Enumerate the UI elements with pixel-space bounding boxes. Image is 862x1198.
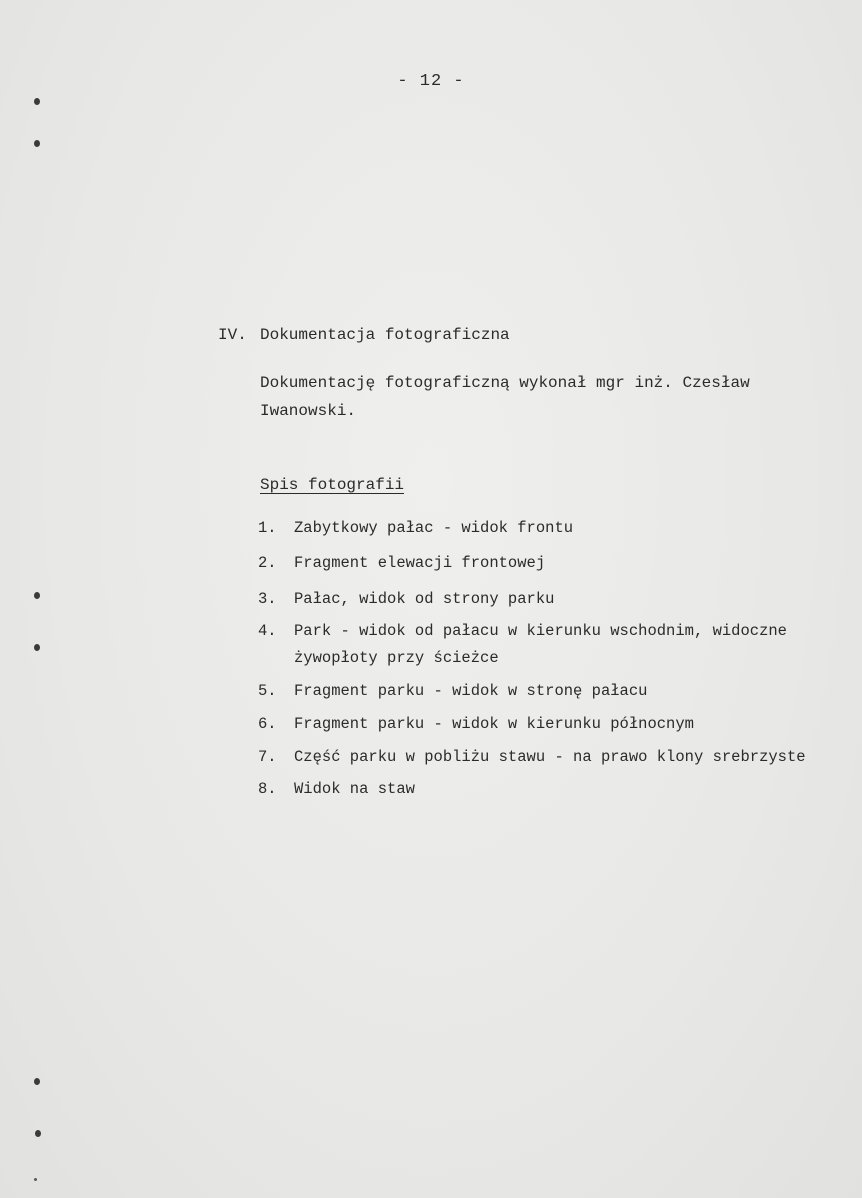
photo-list-title: Spis fotografii: [260, 476, 405, 494]
list-item-text: Widok na staw: [294, 780, 415, 798]
list-item-number: 1.: [258, 519, 277, 537]
list-item: [258, 550, 818, 577]
punch-hole-mark: [34, 1078, 40, 1085]
list-item: [258, 586, 818, 613]
list-item-text: Zabytkowy pałac - widok frontu: [294, 519, 574, 537]
list-item: [258, 744, 818, 771]
list-item-number: 7.: [258, 748, 277, 766]
list-item: [258, 776, 818, 803]
paper-speck: [34, 1178, 37, 1181]
list-item-number: 2.: [258, 554, 277, 572]
list-item-text: Fragment elewacji frontowej: [294, 554, 546, 572]
list-item-number: 4.: [258, 622, 277, 640]
punch-hole-mark: [35, 1130, 41, 1137]
list-item-number: 5.: [258, 682, 277, 700]
punch-hole-mark: [34, 644, 40, 651]
punch-hole-mark: [34, 140, 40, 147]
punch-hole-mark: [34, 592, 40, 599]
list-item-text: Pałac, widok od strony parku: [294, 590, 555, 608]
section-number: IV.: [218, 326, 247, 344]
photo-list: [258, 515, 818, 803]
list-item-text: Park - widok od pałacu w kierunku wschodnim, widoczne żywopłoty przy ścieżce: [294, 622, 787, 667]
list-item: [258, 678, 818, 705]
list-item: [258, 515, 818, 542]
section-title: Dokumentacja fotograficzna: [260, 326, 510, 344]
list-item-text: Fragment parku - widok w kierunku północnym: [294, 715, 694, 733]
list-item-text: Część parku w pobliżu stawu - na prawo klony srebrzyste: [294, 748, 806, 766]
page-number: - 12 -: [397, 72, 465, 91]
list-item-number: 8.: [258, 780, 277, 798]
list-item: [258, 711, 818, 738]
section-heading: [218, 326, 510, 344]
section-paragraph: Dokumentację fotograficzną wykonał mgr inż. Czesław Iwanowski.: [260, 374, 750, 420]
list-item-number: 6.: [258, 715, 277, 733]
list-item: [258, 618, 818, 672]
list-item-text: Fragment parku - widok w stronę pałacu: [294, 682, 648, 700]
punch-hole-mark: [34, 98, 40, 105]
list-item-number: 3.: [258, 590, 277, 608]
